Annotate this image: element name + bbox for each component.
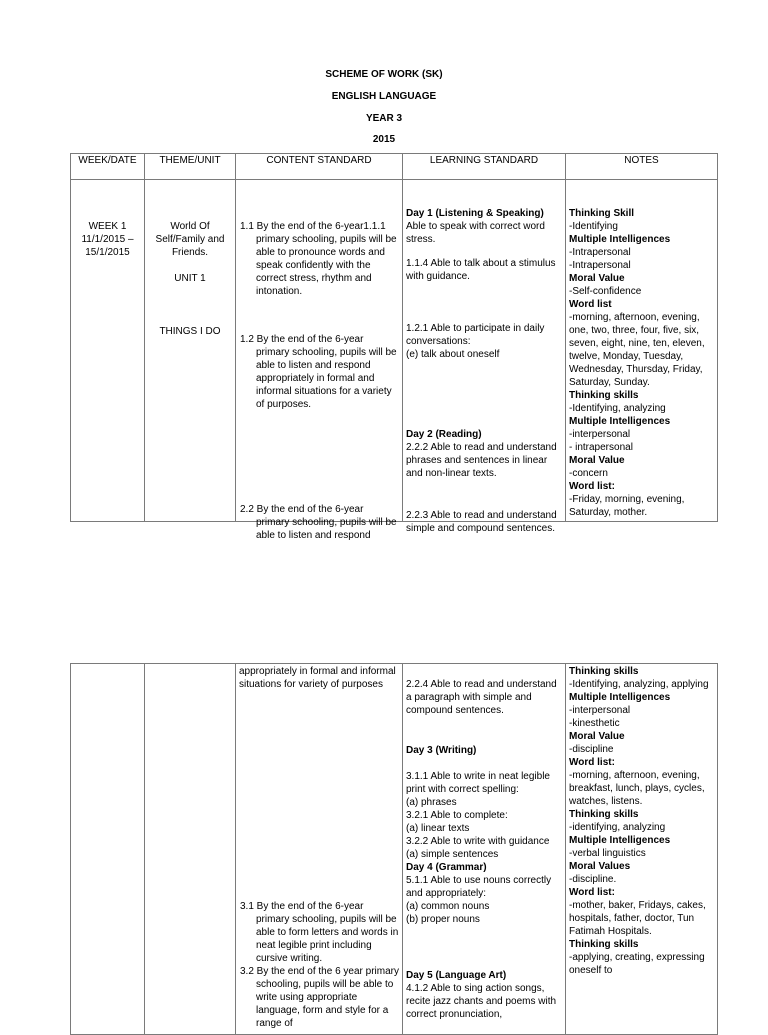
notes-heading: Thinking Skill [569,208,635,219]
notes-heading: Multiple Intelligences [569,416,671,427]
learning-standard-item: 2.2.4 Able to read and understand a paragraph with simple and compound sentences. [406,679,557,716]
notes-item: -Friday, morning, evening, Saturday, mother. [569,494,685,518]
notes-heading: Word list: [569,481,615,492]
school-year-title: 2015 [372,134,396,145]
notes-heading: Word list [569,299,612,310]
content-standard-item: 2.2 By the end of the 6-year primary schooling, pupils will be able to listen and respond [240,504,397,541]
notes-list [569,665,714,977]
day-heading: Day 3 (Writing) [406,745,477,756]
table-header-row [71,154,718,180]
learning-standard-subitem: (a) simple sentences [406,849,499,860]
notes-item: -Intrapersonal [569,247,631,258]
theme-unit-cell [145,664,236,1035]
notes-heading: Thinking skills [569,939,639,950]
learning-standard-item: 3.1.1 Able to write in neat legible print with correct spelling: [406,771,550,795]
content-standard-item: 1.2 By the end of the 6-year primary schooling, pupils will be able to listen and respond appropriately in formal and informal situations for a variety of purposes. [240,334,397,410]
day-heading: Day 2 (Reading) [406,429,482,440]
day-heading: Day 5 (Language Art) [406,970,507,981]
content-standard-cell [236,664,403,1035]
content-standard-item: 3.1 By the end of the 6-year primary schooling, pupils will be able to form letters and words in neat legible print including cursive writing. [240,901,399,964]
notes-item: - intrapersonal [569,442,633,453]
notes-item: -interpersonal [569,429,631,440]
learning-standard-item: 5.1.1 Able to use nouns correctly and appropriately: [406,875,552,899]
notes-item: -morning, afternoon, evening, one, two, three, four, five, six, seven, eight, nine, ten, eleven, twelve, Monday, Tuesday, Wednesday, Thursday, Friday, Saturday, Sunday. [569,312,705,388]
notes-item: -morning, afternoon, evening, breakfast, lunch, plays, cycles, watches, listens. [569,770,705,807]
notes-item: -Identifying, analyzing, applying [569,679,709,690]
notes-cell [566,664,718,1035]
learning-standard-cell [403,180,566,534]
notes-item: -verbal linguistics [569,848,646,859]
notes-item: -Identifying, analyzing [569,403,666,414]
learning-standard-subitem: (a) phrases [406,797,457,808]
week-label: WEEK 1 [88,221,127,232]
notes-heading: Word list: [569,757,615,768]
notes-item: -Intrapersonal [569,260,631,271]
learning-standard-subitem: (b) proper nouns [406,914,480,925]
topic-label: THINGS I DO [159,326,221,337]
learning-standard-item: 3.2.2 Able to write with guidance [406,836,550,847]
notes-item: -discipline. [569,874,617,885]
notes-heading: Moral Value [569,273,625,284]
content-standard-item: 3.2 By the end of the 6 year primary schooling, pupils will be able to write using appropriate language, form and style for a range of [240,966,399,1029]
notes-list [569,207,714,519]
notes-heading: Thinking skills [569,666,639,677]
learning-standard-item: Able to speak with correct word stress. [406,221,545,245]
notes-item: -interpersonal [569,705,631,716]
day-heading: Day 4 (Grammar) [406,862,487,873]
learning-standard-subitem: (e) talk about oneself [406,349,500,360]
column-header-learning: LEARNING STANDARD [403,154,566,180]
content-standard-item: appropriately in formal and informal situations for variety of purposes [239,666,396,690]
learning-standard-subitem: (a) linear texts [406,823,470,834]
notes-item: -identifying, analyzing [569,822,666,833]
scheme-table-page-1 [70,153,718,541]
notes-item: -mother, baker, Fridays, cakes, hospitals, father, doctor, Tun Fatimah Hospitals. [569,900,706,937]
theme-line: Self/Family and [155,234,225,245]
notes-heading: Moral Value [569,731,625,742]
notes-heading: Thinking skills [569,809,639,820]
week-start-date: 11/1/2015 – [81,234,134,245]
week-end-date: 15/1/2015 [85,247,130,258]
notes-heading: Moral Values [569,861,631,872]
unit-label: UNIT 1 [174,273,206,284]
learning-standard-item: 3.2.1 Able to complete: [406,810,508,821]
notes-item: -concern [569,468,608,479]
notes-cell [566,180,718,522]
learning-standard-item: 1.2.1 Able to participate in daily conversations: [406,323,545,347]
subject-title: ENGLISH LANGUAGE [331,91,437,102]
content-standard-item: 1.1 By the end of the 6-year1.1.1 primary schooling, pupils will be able to pronounce words and speak confidently with the correct stress, rhythm and intonation. [240,221,397,297]
learning-standard-item: 2.2.2 Able to read and understand phrases and sentences in linear and non-linear texts. [406,442,557,479]
day-heading: Day 1 (Listening & Speaking) [406,208,544,219]
column-header-theme: THEME/UNIT [145,154,236,180]
notes-heading: Word list: [569,887,615,898]
notes-heading: Multiple Intelligences [569,835,671,846]
learning-standard-item: 1.1.4 Able to talk about a stimulus with guidance. [406,258,556,282]
table-row [71,664,718,1035]
learning-standard-item: 4.1.2 Able to sing action songs, recite jazz chants and poems with correct pronunciation, [406,983,557,1020]
table-row [71,180,718,522]
document-title: SCHEME OF WORK (SK) [325,69,443,80]
column-header-content: CONTENT STANDARD [236,154,403,180]
content-standard-cell [236,180,403,541]
column-header-notes: NOTES [566,154,718,180]
week-date-cell [71,180,145,522]
notes-heading: Multiple Intelligences [569,692,671,703]
notes-heading: Thinking skills [569,390,639,401]
week-date-cell [71,664,145,1035]
learning-standard-item: 2.2.3 Able to read and understand simple and compound sentences. [406,510,557,534]
year-title: YEAR 3 [365,113,403,124]
column-header-week: WEEK/DATE [71,154,145,180]
learning-standard-subitem: (a) common nouns [406,901,490,912]
theme-line: Friends. [171,247,209,258]
notes-item: -applying, creating, expressing oneself to [569,952,705,976]
theme-line: World Of [170,221,210,232]
notes-heading: Multiple Intelligences [569,234,671,245]
learning-standard-cell [403,664,566,1035]
notes-item: -Self-confidence [569,286,642,297]
notes-item: -Identifying [569,221,618,232]
theme-unit-cell [145,180,236,522]
scheme-table-page-2 [70,663,718,1035]
notes-heading: Moral Value [569,455,625,466]
notes-item: -kinesthetic [569,718,620,729]
notes-item: -discipline [569,744,614,755]
